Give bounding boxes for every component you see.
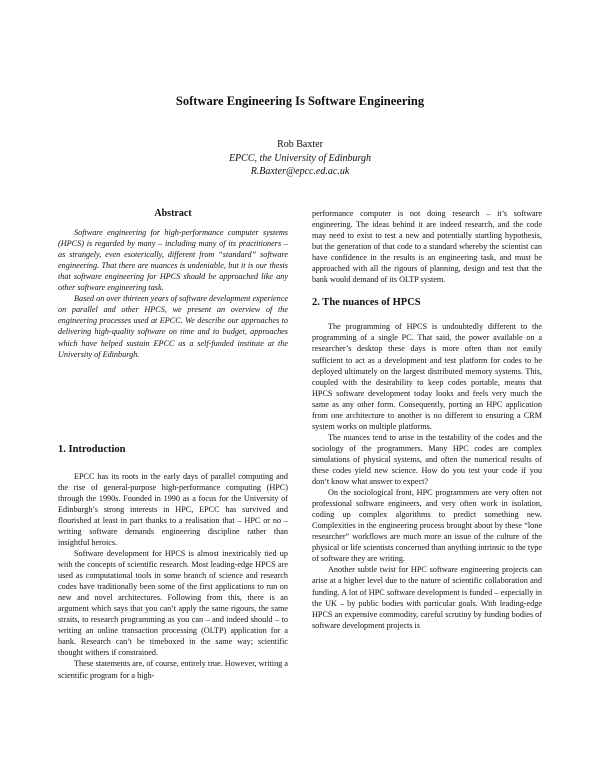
section-heading-nuances: 2. The nuances of HPCS	[312, 297, 421, 309]
body-paragraph: The programming of HPCS is undoubtedly different to the programming of a single PC. That said, the power available on a researcher’s desktop these days is more often than not easily sufficient to act as a development and test platform for codes to be deployed ultimately on the largest distributed memory systems. This, coupled with the desirability to keep codes portable, means that HPCS software development today looks and feels very much the same as any other form. Consequently, porting an HPC application from one architecture to another is no different to ensuring a CRM system works on multiple platforms.	[312, 322, 542, 431]
section-heading-introduction: 1. Introduction	[58, 443, 126, 455]
paper-title: Software Engineering Is Software Engineering	[175, 94, 425, 108]
body-paragraph: These statements are, of course, entirely true. However, writing a scientific program for a high-	[58, 659, 288, 680]
abstract-heading: Abstract	[154, 208, 192, 219]
body-paragraph: On the sociological front, HPC programmers are very often not professional software engineers, and very often work in isolation, coding up complex algorithms to predict something new. Complexities in the engineering process brought about by these “lone researcher” workflows are much more an issue of the culture of the physical or life scientists concerned than anything intrinsic to the type of software they are writing.	[312, 488, 542, 564]
abstract-section	[58, 208, 288, 360]
body-paragraph: Software development for HPCS is almost inextricably tied up with the concepts of scientific research. Most leading-edge HPCS are used as computational tools in some branch of science and research codes have traditionally been some of the first applications to run on new and novel architectures. Following from this, there is an argument which says that you can’t apply the same rigours, the same straits, to research programming as you can – and indeed should – to writing an online transaction processing (OLTP) application for a bank. Research can’t be timeboxed in the same way; scientific thought withers if constrained.	[58, 548, 288, 658]
left-column	[58, 206, 288, 681]
author-block	[0, 138, 600, 179]
body-paragraph: Another subtle twist for HPC software engineering projects can arise at a higher level due to the nature of scientific collaboration and funding. A lot of HPC software development is funded – especially in the UK – by public bodies with particular goals. With leading-edge HPCS an expensive commodity, careful scrutiny by funding bodies of software development projects is	[312, 565, 542, 630]
abstract-paragraph: Software engineering for high-performance computer systems (HPCS) is regarded by many – including many of its practitioners – as strangely, even esoterically, different from “standard” software engineering. That there are nuances is undeniable, but it is our thesis that software engineering for HPCS should be approached like any other software engineering task.	[58, 228, 288, 293]
author-name: Rob Baxter	[277, 139, 323, 150]
author-affiliation: EPCC, the University of Edinburgh	[228, 152, 372, 164]
author-email: R.Baxter@epcc.ed.ac.uk	[250, 166, 350, 177]
abstract-paragraph: Based on over thirteen years of software development experience on parallel and other HPCS, we present an overview of the engineering processes used at EPCC. We describe our approaches to delivering high-quality software on time and to budget, approaches which have helped sustain EPCC as a self-funded institute at the University of Edinburgh.	[58, 294, 288, 359]
body-paragraph: EPCC has its roots in the early days of parallel computing and the rise of general-purpose high-performance computing (HPC) through the 1990s. Founded in 1990 as a focus for the University of Edinburgh’s strong interests in HPC, EPCC has survived and flourished at least in part thanks to a realisation that – HPC or no – writing software demands engineering discipline rather than insightful heroics.	[58, 471, 288, 547]
right-column	[312, 208, 542, 631]
body-paragraph: The nuances tend to arise in the testability of the codes and the sociology of the programmers. Many HPC codes are complex simulations of physical systems, and often the numerical results of these codes yield new science. How do you test your code if you don’t know what answer to expect?	[312, 432, 542, 487]
body-paragraph-continuation: performance computer is not doing research – it’s software engineering. The ideas behind it are indeed research, and the code may need to exist to test a new and potentially startling hypothesis, but the generation of that code to a standard whereby the scientist can have confidence in the results is an engineering task, and must be approached with all the rigours of planning, design and test that the bank would demand of its OLTP system.	[312, 209, 542, 285]
